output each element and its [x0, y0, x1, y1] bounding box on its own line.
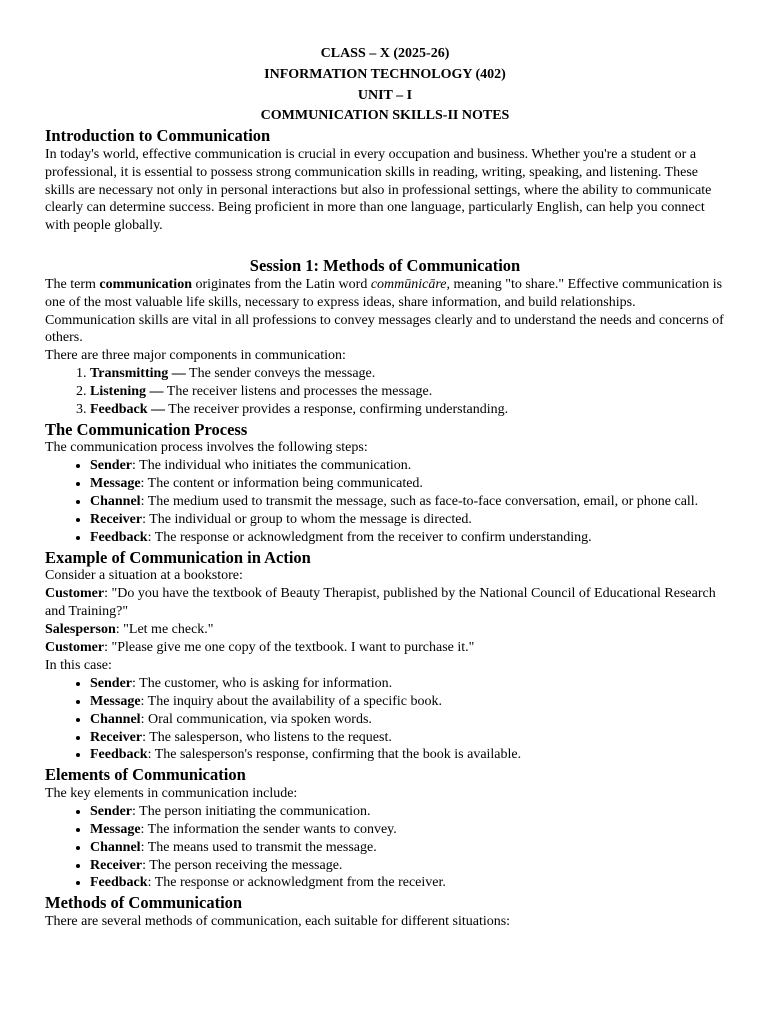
document-page — [45, 44, 725, 931]
example-list — [45, 675, 725, 765]
text-run: , meaning "to share." Effective communication is one of the most valuable life skills, necessary to express ideas, share information, and build relationships. Communication skills are vital in all professions to convey messages clearly and to understand the needs and concerns of others. — [45, 276, 724, 346]
list-item — [90, 821, 725, 839]
components-intro: There are three major components in communication: — [45, 348, 346, 364]
list-item — [90, 746, 725, 764]
case-intro: In this case: — [45, 657, 112, 673]
dialogue-line — [45, 585, 725, 621]
item-desc: : The inquiry about the availability of a specific book. — [140, 693, 442, 709]
latin-word: commūnicāre — [370, 276, 447, 292]
item-desc: : The content or information being communicated. — [140, 476, 423, 492]
dialogue-line — [45, 621, 725, 639]
item-desc: : The individual who initiates the communication. — [132, 458, 412, 474]
item-desc: : Oral communication, via spoken words. — [140, 711, 372, 727]
list-item — [90, 383, 725, 401]
example-heading: Example of Communication in Action — [45, 547, 311, 567]
item-desc: : The person initiating the communication. — [132, 803, 371, 819]
dialogue-text: : "Let me check." — [115, 622, 214, 638]
list-item — [90, 693, 725, 711]
item-term: Sender — [90, 458, 132, 474]
item-term: Message — [90, 821, 141, 837]
list-item — [90, 857, 725, 875]
list-item — [90, 675, 725, 693]
list-item — [90, 803, 725, 821]
item-desc: The receiver provides a response, confirming understanding. — [165, 402, 509, 418]
item-desc: : The salesperson's response, confirming that the book is available. — [147, 747, 522, 763]
item-term: Receiver — [90, 729, 143, 745]
item-term: Sender — [90, 675, 132, 691]
elements-list — [45, 803, 725, 893]
dialogue-line — [45, 639, 725, 657]
dialogue-text: : "Do you have the textbook of Beauty Therapist, published by the National Council of Educational Research and Training?" — [45, 586, 716, 620]
unit-title: UNIT – I — [357, 87, 413, 103]
elements-heading: Elements of Communication — [45, 765, 246, 785]
item-desc: : The customer, who is asking for information. — [132, 675, 393, 691]
term-communication: communication — [99, 276, 192, 292]
process-list — [45, 457, 725, 547]
item-term: Transmitting — — [90, 366, 186, 382]
item-desc: : The response or acknowledgment from the receiver to confirm understanding. — [147, 530, 592, 545]
item-term: Feedback — — [90, 402, 166, 418]
list-item — [90, 457, 725, 475]
session1-heading: Session 1: Methods of Communication — [249, 256, 521, 276]
list-item — [90, 874, 725, 892]
process-heading: The Communication Process — [45, 419, 248, 439]
item-term: Channel — [90, 711, 141, 727]
list-item — [90, 365, 725, 383]
item-desc: : The salesperson, who listens to the request. — [142, 729, 392, 745]
item-term: Message — [90, 476, 141, 492]
process-intro: The communication process involves the following steps: — [45, 440, 368, 456]
item-term: Channel — [90, 494, 141, 510]
list-item — [90, 839, 725, 857]
list-item — [90, 729, 725, 747]
list-item — [90, 511, 725, 529]
item-term: Listening — — [90, 384, 164, 400]
intro-paragraph: In today's world, effective communication is crucial in every occupation and business. Whether you're a student or a professional, it is essential to possess strong communication skills in reading, writing, speaking, and listening. These skills are necessary not only in personal interactions but also in professional settings, where the ability to communicate clearly can determine success. Being proficient in more than one language, particularly English, can help you connect with people globally. — [45, 146, 712, 234]
list-item — [90, 711, 725, 729]
session1-paragraph — [45, 276, 725, 348]
speaker: Salesperson — [45, 622, 116, 638]
speaker: Customer — [45, 640, 105, 656]
subject-title: INFORMATION TECHNOLOGY (402) — [264, 66, 506, 82]
intro-heading: Introduction to Communication — [45, 126, 271, 146]
item-desc: : The medium used to transmit the message, such as face-to-face conversation, email, or phone call. — [140, 494, 699, 510]
item-term: Receiver — [90, 857, 143, 873]
text-run: originates from the Latin word — [191, 276, 371, 292]
speaker: Customer — [45, 586, 105, 602]
document-header — [45, 44, 725, 127]
list-item — [90, 401, 725, 419]
item-desc: : The person receiving the message. — [142, 857, 343, 873]
text-run: The term — [45, 276, 100, 292]
dialogue-text: : "Please give me one copy of the textbook. I want to purchase it." — [104, 640, 475, 656]
item-desc: The sender conveys the message. — [185, 366, 376, 382]
components-list — [45, 365, 725, 419]
item-term: Feedback — [90, 530, 148, 545]
item-term: Message — [90, 693, 141, 709]
notes-title: COMMUNICATION SKILLS-II NOTES — [260, 108, 510, 124]
item-term: Feedback — [90, 875, 148, 891]
list-item — [90, 529, 725, 547]
item-desc: : The individual or group to whom the message is directed. — [142, 512, 472, 528]
item-desc: : The means used to transmit the message. — [140, 839, 377, 855]
item-term: Channel — [90, 839, 141, 855]
example-intro: Consider a situation at a bookstore: — [45, 568, 243, 584]
methods-heading: Methods of Communication — [45, 893, 243, 913]
elements-intro: The key elements in communication include: — [45, 785, 298, 801]
item-desc: : The response or acknowledgment from the receiver. — [147, 875, 446, 891]
list-item — [90, 475, 725, 493]
list-item — [90, 493, 725, 511]
class-title: CLASS – X (2025-26) — [320, 46, 450, 61]
methods-intro: There are several methods of communication, each suitable for different situations: — [45, 913, 511, 929]
item-term: Sender — [90, 803, 132, 819]
item-desc: : The information the sender wants to convey. — [140, 821, 397, 837]
item-desc: The receiver listens and processes the message. — [163, 384, 433, 400]
item-term: Receiver — [90, 512, 143, 528]
item-term: Feedback — [90, 747, 148, 763]
